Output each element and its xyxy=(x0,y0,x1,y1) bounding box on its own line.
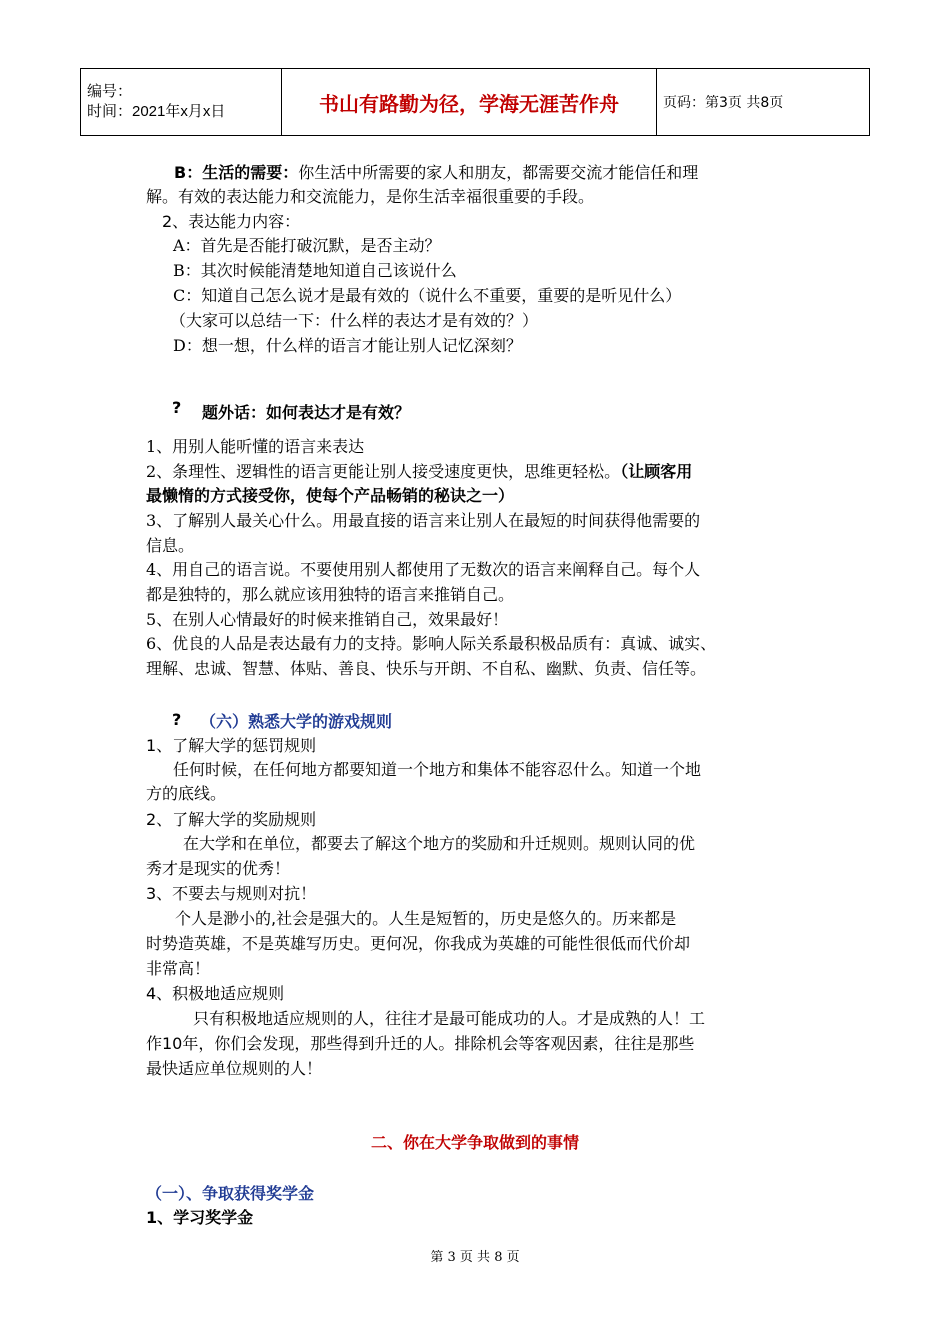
part2-title: 二、你在大学争取做到的事情 xyxy=(370,1133,579,1152)
rule-3-text: 个人是渺小的,社会是强大的。人生是短暂的，历史是悠久的。历来都是 xyxy=(175,909,677,928)
rule-4-text-cont1: 作10年，你们会发现，那些得到升迁的人。排除机会等客观因素，往往是那些 xyxy=(146,1034,695,1053)
rule-1-text: 任何时候，在任何地方都要知道一个地方和集体不能容忍什么。知道一个地 xyxy=(173,760,702,779)
expression-heading: 2、表达能力内容： xyxy=(162,212,301,231)
aside-point-4: 4、用自己的语言说。不要使用别人都使用了无数次的语言来阐释自己。每个人 xyxy=(146,560,701,579)
rule-1-text-cont: 方的底线。 xyxy=(146,784,227,803)
rule-3-text-cont1: 时势造英雄，不是英雄写历史。更何况，你我成为英雄的可能性很低而代价却 xyxy=(146,934,691,953)
rule-3-title: 3、不要去与规则对抗！ xyxy=(146,884,317,903)
expression-item-b: B：其次时候能清楚地知道自己该说什么 xyxy=(173,261,457,280)
part2-subheading: （一）、争取获得奖学金 xyxy=(146,1184,315,1203)
expression-item-c-note: （大家可以总结一下：什么样的表达才是有效的？） xyxy=(170,311,539,330)
section-b-label: B：生活的需要： xyxy=(174,163,299,182)
rule-4-text-cont2: 最快适应单位规则的人！ xyxy=(146,1059,323,1078)
aside-point-2-bold: （让顾客用 xyxy=(620,462,693,481)
page-footer: 第 3 页 共 8 页 xyxy=(430,1250,520,1265)
aside-point-2-text: 2、条理性、逻辑性的语言更能让别人接受速度更快，思维更轻松。 xyxy=(146,462,621,481)
rule-2-text-emph: 规则认同的优 xyxy=(599,834,696,853)
rule-2-text-normal: 在大学和在单位，都要去了解这个地方的奖励和升迁规则。 xyxy=(183,834,600,853)
aside-point-5: 5、在别人心情最好的时候来推销自己，效果最好！ xyxy=(146,610,509,629)
section-b-line1 xyxy=(174,161,698,185)
aside-point-6-cont: 理解、忠诚、智慧、体贴、善良、快乐与开朗、不自私、幽默、负责、信任等。 xyxy=(146,659,707,678)
rule-2-text-cont: 秀才是现实的优秀！ xyxy=(146,859,291,878)
aside-point-6: 6、优良的人品是表达最有力的支持。影响人际关系最积极品质有：真诚、诚实、 xyxy=(146,634,717,653)
header-meta xyxy=(81,69,282,136)
rule-4-text: 只有积极地适应规则的人，往往才是最可能成功的人。才是成熟的人！工 xyxy=(193,1009,706,1028)
aside-point-3: 3、了解别人最关心什么。用最直接的语言来让别人在最短的时间获得他需要的 xyxy=(146,511,701,530)
expression-item-c: C：知道自己怎么说才是最有效的（说什么不重要，重要的是听见什么） xyxy=(173,286,682,305)
expression-item-d: D：想一想，什么样的语言才能让别人记忆深刻？ xyxy=(173,336,522,355)
aside-heading: 题外话：如何表达才是有效？ xyxy=(202,403,411,422)
rule-1-title: 1、了解大学的惩罚规则 xyxy=(146,736,317,755)
rules-heading: （六）熟悉大学的游戏规则 xyxy=(200,712,393,731)
rule-4-title: 4、积极地适应规则 xyxy=(146,984,285,1003)
code-label: 编号： xyxy=(87,83,133,100)
aside-point-3-cont: 信息。 xyxy=(146,536,195,555)
aside-point-2-cont: 最懒惰的方式接受你，使每个产品畅销的秘诀之一） xyxy=(146,486,515,505)
rule-3-text-cont2: 非常高！ xyxy=(146,959,211,978)
aside-point-4-cont: 都是独特的，那么就应该用独特的语言来推销自己。 xyxy=(146,585,515,604)
section-b-text1: 你生活中所需要的家人和朋友，都需要交流才能信任和理 xyxy=(298,163,699,182)
aside-point-1: 1、用别人能听懂的语言来表达 xyxy=(146,437,365,456)
page-header xyxy=(80,68,870,136)
header-page-info: 页码：第3页 共8页 xyxy=(657,69,870,136)
part2-item-1: 1、学习奖学金 xyxy=(146,1208,254,1227)
section-b-line2: 解。有效的表达能力和交流能力，是你生活幸福很重要的手段。 xyxy=(146,187,595,206)
rule-2-text xyxy=(183,832,695,856)
bullet-icon: ? xyxy=(172,398,182,417)
header-motto: 书山有路勤为径，学海无涯苦作舟 xyxy=(282,69,657,136)
rule-2-title: 2、了解大学的奖励规则 xyxy=(146,810,317,829)
aside-point-2 xyxy=(146,460,692,484)
expression-item-a: A：首先是否能打破沉默，是否主动？ xyxy=(173,236,441,255)
time-label: 时间：2021年x月x日 xyxy=(87,103,226,120)
bullet-icon: ? xyxy=(172,710,182,729)
